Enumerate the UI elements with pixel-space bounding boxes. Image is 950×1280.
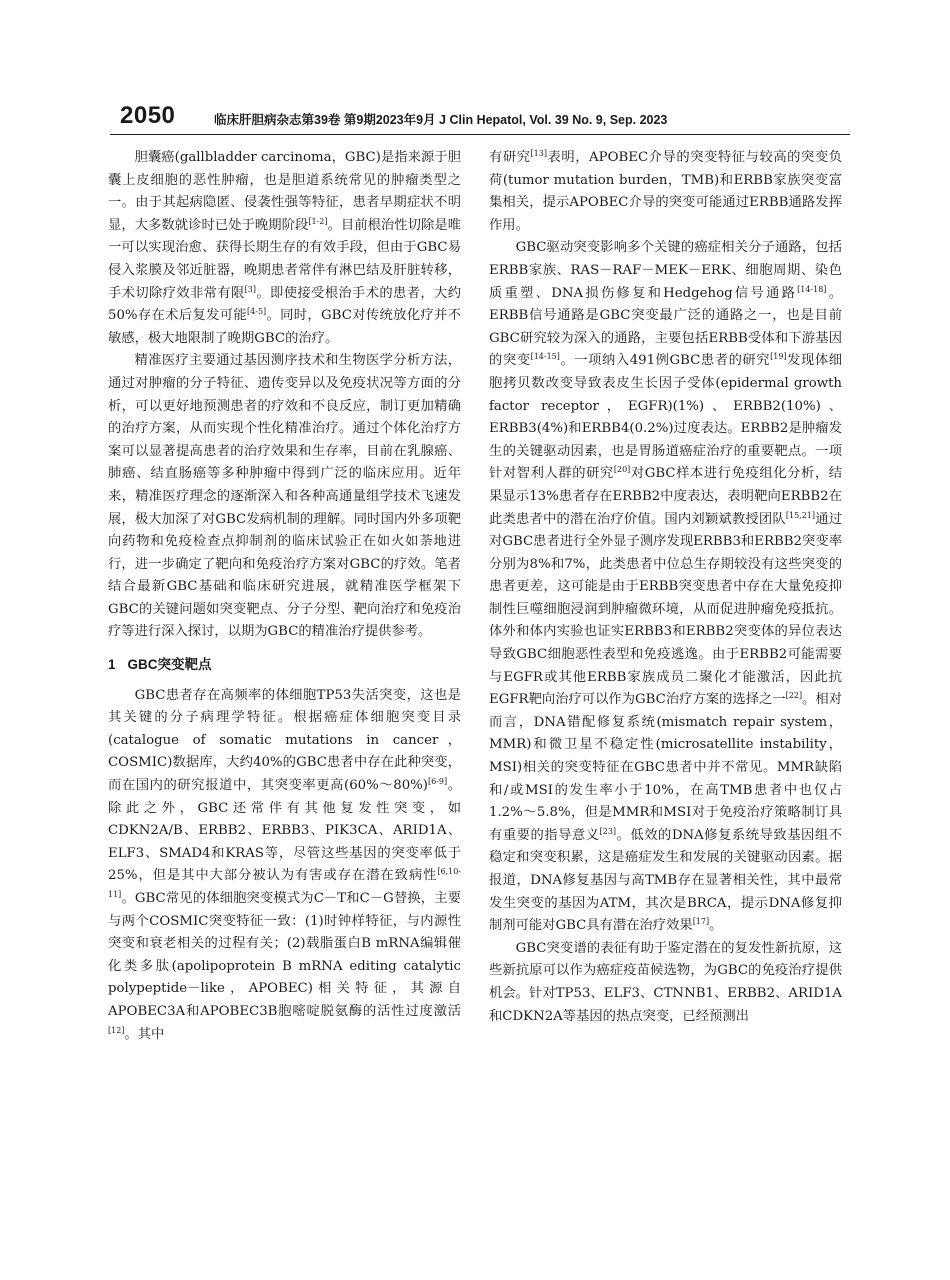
- paragraph-driver-mutations: GBC驱动突变影响多个关键的癌症相关分子通路，包括ERBB家族、RAS－RAF－MEK－ERK、细胞周期、染色质重塑、DNA损伤修复和Hedgehog信号通路[14-18]。ERBB信号通路是GBC突变最广泛的通路之一，也是目前GBC研究较为深入的通路，主要包括ERBB受体和下游基因的突变[14-15]。一项纳入491例GBC患者的研究[19]发现体细胞拷贝数改变导致表皮生长因子受体(epidermal growth factor receptor，EGFR)(1%)、ERBB2(10%)、ERBB3(4%)和ERBB4(0.2%)过度表达。ERBB2是肿瘤发生的关键驱动因素，也是胃肠道癌症治疗的重要靶点。一项针对智利人群的研究[20]对GBC样本进行免疫组化分析，结果显示13%患者存在ERBB2中度表达，表明靶向ERBB2在此类患者中的潜在治疗价值。国内刘颖斌教授团队[15,21]通过对GBC患者进行全外显子测序发现ERBB3和ERBB2突变率分别为8%和7%，此类患者中位总生存期较没有这些突变的患者更差，这可能是由于ERBB突变患者中存在大量免疫抑制性巨噬细胞浸润到肿瘤微环境，从而促进肿瘤免疫抵抗。体外和体内实验也证实ERBB3和ERBB2突变体的异位表达导致GBC细胞恶性表型和免疫逃逸。由于ERBB2可能需要与EGFR或其他ERBB家族成员二聚化才能激活，因此抗EGFR靶向治疗可以作为GBC治疗方案的选择之一[22]。相对而言，DNA错配修复系统(mismatch repair system，MMR)和微卫星不稳定性(microsatellite instability，MSI)相关的突变特征在GBC患者中并不常见。MMR缺陷和/或MSI的发生率小于10%，在高TMB患者中也仅占1.2%～5.8%，但是MMR和MSI对于免疫治疗策略制订具有重要的指导意义[23]。低效的DNA修复系统导致基因组不稳定和突变积累，这是癌症发生和发展的关键驱动因素。据报道，DNA修复基因与高TMB存在显著相关性，其中最常发生突变的基因为ATM，其次是BRCA，提示DNA修复抑制剂可能对GBC具有潜在治疗效果[17]。: [489, 240, 843, 934]
- citation: [22]: [785, 691, 803, 701]
- citation: [3]: [244, 284, 257, 294]
- citation: [23]: [599, 826, 617, 836]
- paragraph-tp53: GBC患者存在高频率的体细胞TP53失活突变，这也是其关键的分子病理学特征。根据癌症体细胞突变目录(catalogue of somatic mutations in cancer，COSMIC)数据库，大约40%的GBC患者中存在此种突变，而在国内的研究报道中，其突变率更高(60%～80%)[6-9]。除此之外，GBC还常伴有其他复发性突变，如CDKN2A/B、ERBB2、ERBB3、PIK3CA、ARID1A、ELF3、SMAD4和KRAS等，尽管这些基因的突变率低于25%，但是其中大部分被认为有害或存在潜在致病性[6,10-11]。GBC常见的体细胞突变模式为C－T和C－G替换，主要与两个COSMIC突变特征一致：(1)时钟样特征，与内源性突变和衰老相关的过程有关；(2)载脂蛋白B mRNA编辑催化类多肽(apolipoprotein B mRNA editing catalytic polypeptide－like，APOBEC)相关特征，其源自APOBEC3A和APOBEC3B胞嘧啶脱氨酶的活性过度激活[12]。其中: [108, 687, 462, 1042]
- header-divider: [110, 134, 850, 135]
- citation: [20]: [613, 465, 631, 475]
- journal-citation: 临床肝胆病杂志第39卷 第9期2023年9月 J Clin Hepatol, Vol. 39 No. 9, Sep. 2023: [214, 113, 668, 127]
- citation: [19]: [770, 352, 787, 362]
- citation: [15,21]: [785, 510, 816, 520]
- citation: [1-2]: [308, 216, 328, 226]
- paragraph-intro-gbc: 胆囊癌(gallbladder carcinoma，GBC)是指来源于胆囊上皮细胞的恶性肿瘤，也是胆道系统常见的肿瘤类型之一。由于其起病隐匿、侵袭性强等特征，患者早期症状不明显，大多数就诊时已处于晚期阶段[1-2]。目前根治性切除是唯一可以实现治愈、获得长期生存的有效手段，但由于GBC易侵入浆膜及邻近脏器，晚期患者常伴有淋巴结及肝脏转移，手术切除疗效非常有限[3]。即使接受根治手术的患者，大约50%存在术后复发可能[4-5]。同时，GBC对传统放化疗并不敏感，极大地限制了晚期GBC的治疗。: [108, 150, 462, 346]
- citation: [4-5]: [247, 307, 267, 317]
- running-header: [110, 100, 850, 134]
- paragraph-precision-medicine: 精准医疗主要通过基因测序技术和生物医学分析方法，通过对肿瘤的分子特征、遗传变异以及免疫状况等方面的分析，可以更好地预测患者的疗效和不良反应，制订更加精确的治疗方案，从而实现个性化精准治疗。通过个体化治疗方案可以显著提高患者的治疗效果和生存率，目前在乳腺癌、肺癌、结直肠癌等多种肿瘤中得到广泛的临床应用。近年来，精准医疗理念的逐渐深入和各种高通量组学技术飞速发展，极大加深了对GBC发病机制的理解。同时国内外多项靶向药物和免疫检查点抑制剂的临床试验正在如火如荼地进行，进一步确定了靶向和免疫治疗方案对GBC的疗效。笔者结合最新GBC基础和临床研究进展，就精准医学框架下GBC的关键问题如突变靶点、分子分型、靶向治疗和免疫治疗等进行深入探讨，以期为GBC的精准治疗提供参考。: [108, 353, 461, 640]
- right-column: [489, 147, 842, 1028]
- paragraph-apobec-continued: 有研究[13]表明，APOBEC介导的突变特征与较高的突变负荷(tumor mutation burden，TMB)和ERBB家族突变富集相关，提示APOBEC介导的突变可能通过ERBB通路发挥作用。: [489, 149, 843, 233]
- citation: [12]: [108, 1025, 125, 1035]
- left-column: [108, 147, 461, 1046]
- section-heading: [108, 654, 461, 677]
- citation: [17]: [692, 917, 710, 927]
- citation: [6,10-11]: [108, 867, 461, 899]
- citation: [14-15]: [530, 352, 560, 362]
- citation: [14-18]: [797, 284, 827, 294]
- citation: [13]: [530, 149, 547, 158]
- citation: [6-9]: [428, 777, 448, 787]
- page-number: 2050: [120, 102, 176, 129]
- section-number: 1: [108, 657, 116, 673]
- paragraph-neoantigens: GBC突变谱的表征有助于鉴定潜在的复发性新抗原，这些新抗原可以作为癌症疫苗候选物，为GBC的免疫治疗提供机会。针对TP53、ELF3、CTNNB1、ERBB2、ARID1A和CDKN2A等基因的热点突变，已经预测出: [489, 940, 842, 1024]
- section-title: GBC突变靶点: [127, 657, 212, 673]
